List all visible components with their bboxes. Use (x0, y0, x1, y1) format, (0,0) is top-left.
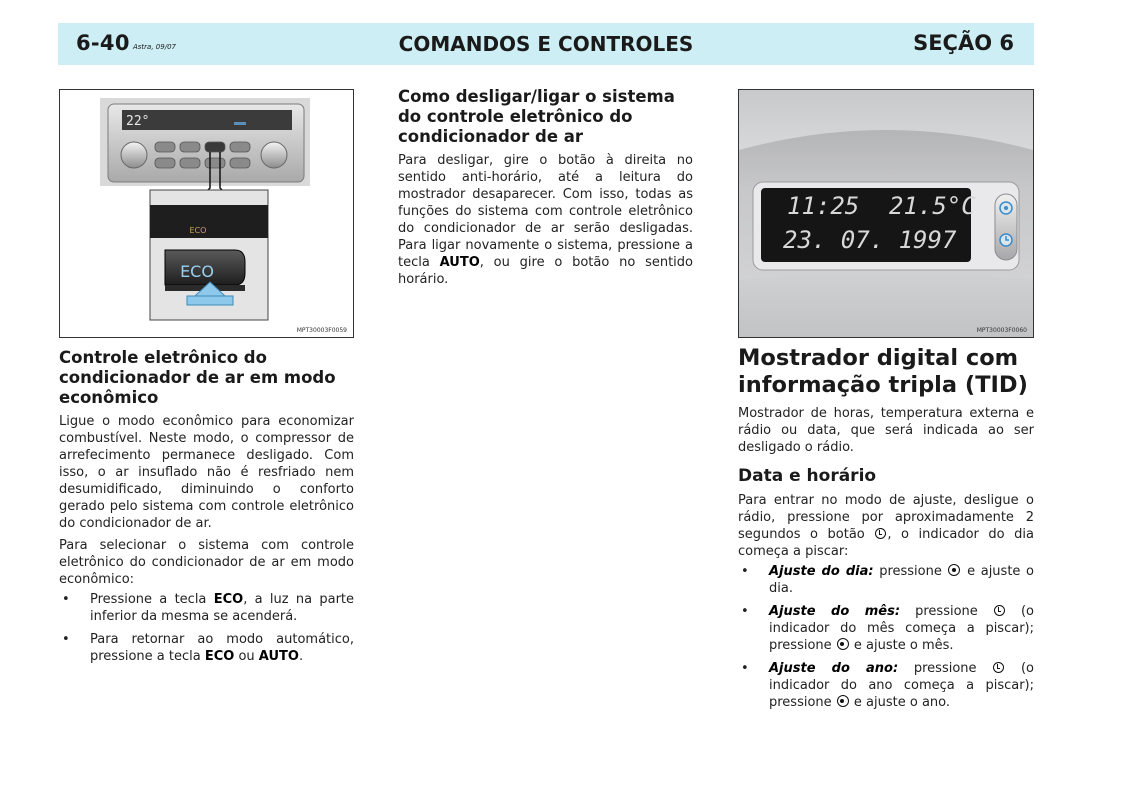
list-item: • Ajuste do mês: pressione (o indicador do mês começa a piscar); pressione e ajuste o mês. (741, 604, 1034, 653)
tid-heading: Mostrador digital com informação tripla (TID) (738, 345, 1028, 398)
climate-panel-illustration (60, 90, 353, 337)
eco-mode-heading: Controle eletrônico do condicionador de ar em modo econômico (59, 348, 336, 407)
date-time-paragraph: Para entrar no modo de ajuste, desligue o rádio, pressione por aproximadamente 2 segundos o botão , o indicador do dia começa a piscar: (738, 493, 1035, 559)
edition-label: Astra, 09/07 (133, 43, 176, 51)
panel-temp-readout: 22° (126, 114, 150, 129)
list-item: • Para retornar ao modo automático, pressione a tecla ECO ou AUTO. (62, 632, 354, 664)
climate-control-figure (59, 89, 354, 338)
adjust-button-icon (837, 638, 849, 650)
eco-key-ref: ECO (204, 649, 235, 664)
section-label: SEÇÃO 6 (913, 31, 1014, 55)
bullet-icon: • (62, 632, 70, 647)
clock-button-icon (875, 528, 886, 539)
figure-code: MPT30003F0059 (296, 327, 347, 334)
list-item: • Ajuste do dia: pressione e ajuste o dia. (741, 564, 1034, 596)
date-time-subheading: Data e horário (738, 466, 877, 486)
clock-button-icon (993, 662, 1004, 673)
bullet-icon: • (741, 604, 749, 619)
list-item: • Pressione a tecla ECO, a luz na parte inferior da mesma se acenderá. (62, 592, 355, 624)
tid-time-readout: 11:25 (787, 192, 860, 220)
eco-mode-steps (59, 591, 354, 665)
adjust-button-icon (948, 564, 960, 576)
page-header (58, 23, 1034, 65)
auto-key-ref: AUTO (439, 255, 480, 270)
date-time-steps (738, 563, 1034, 711)
eco-mode-paragraph-1: Ligue o modo econômico para economizar combustível. Neste modo, o compressor de arrefecimento permanece desligado. Com isso, o ar insuflado não é resfriado nem desumidificado, diminuindo o conforto gerado pelo sistema com controle eletrônico do condicionador de ar. (59, 414, 354, 531)
bullet-icon: • (741, 564, 749, 579)
column-tid (738, 89, 1034, 717)
eco-key-label: ECO (180, 262, 214, 281)
chapter-title: COMANDOS E CONTROLES (398, 32, 694, 56)
column-eco-mode (59, 89, 354, 671)
tid-paragraph: Mostrador de horas, temperatura externa e rádio ou data, que será indicada ao ser desligado o rádio. (738, 406, 1034, 455)
auto-key-ref: AUTO (258, 649, 299, 664)
bullet-icon: • (741, 661, 749, 676)
figure-code: MPT30003F0060 (976, 327, 1027, 334)
eco-mode-paragraph-2: Para selecionar o sistema com controle eletrônico do condicionador de ar em modo econômico: (59, 538, 354, 587)
tid-temperature-readout: 21.5°C (889, 192, 976, 220)
on-off-heading: Como desligar/ligar o sistema do controle eletrônico do condicionador de ar (398, 87, 675, 146)
clock-button-icon (994, 605, 1005, 616)
list-item: • Ajuste do ano: pressione (o indicador do ano começa a piscar); pressione e ajuste o ano. (741, 661, 1034, 710)
page-number: 6-40 (76, 31, 130, 55)
eco-key-ref: ECO (213, 592, 244, 607)
bullet-icon: • (62, 592, 70, 607)
tid-display-figure (738, 89, 1034, 338)
zoom-display-eco: ECO (189, 226, 207, 235)
adjust-button-icon (837, 695, 849, 707)
column-on-off (398, 87, 693, 293)
tid-display-illustration (739, 90, 1033, 337)
tid-date-readout: 23. 07. 1997 (783, 226, 957, 254)
on-off-paragraph: Para desligar, gire o botão à direita no sentido anti-horário, até a leitura do mostrador desaparecer. Com isso, todas as funções do sistema com controle eletrônico do condicionador de ar serão desligadas. Para ligar novamente o sistema, pressione a tecla AUTO, ou gire o botão no sentido horário. (398, 153, 693, 287)
